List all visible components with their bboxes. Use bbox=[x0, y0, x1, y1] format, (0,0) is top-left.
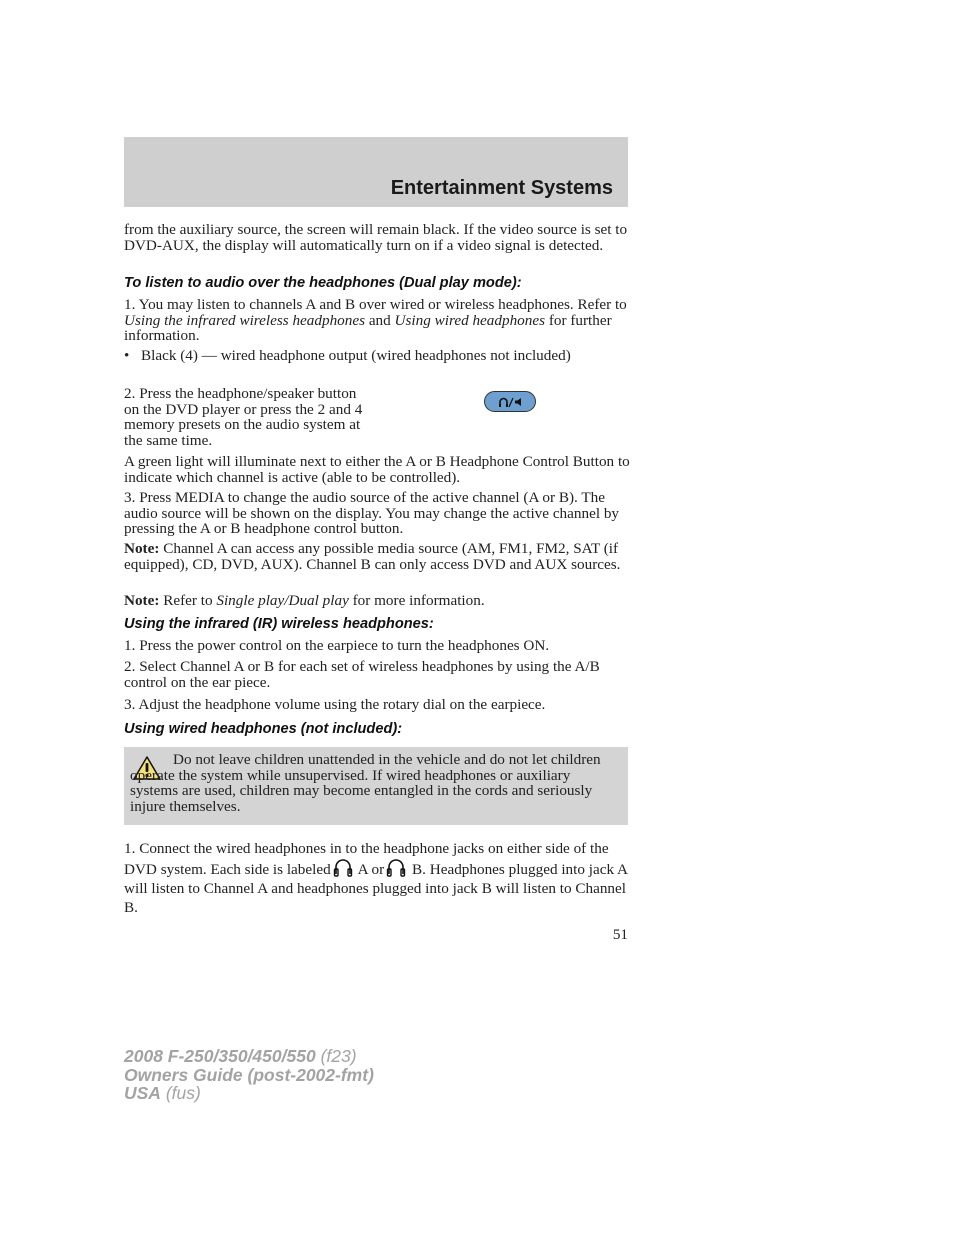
step-text: B. Headphones plugged into jack A will listen to Channel A and headphones plugged into jack B will listen to Channel B. bbox=[124, 861, 628, 916]
green-light-paragraph: A green light will illuminate next to either the A or B Headphone Control Button to indicate which channel is active (able to be controlled). bbox=[124, 453, 630, 486]
bullet-item: Black (4) — wired headphone output (wired headphones not included) bbox=[141, 347, 571, 364]
ir-step-1: 1. Press the power control on the earpiece to turn the headphones ON. bbox=[124, 637, 550, 654]
headphone-speaker-button-icon bbox=[484, 391, 536, 412]
note-text: Refer to bbox=[159, 592, 217, 609]
dual-play-step-2: 2. Press the headphone/speaker button on the DVD player or press the 2 and 4 memory presets on the audio system at the same time. bbox=[124, 385, 363, 449]
step-text: A or bbox=[354, 861, 385, 878]
footer-line-1 bbox=[124, 1047, 374, 1066]
section-header bbox=[124, 137, 628, 207]
dual-play-step-3: 3. Press MEDIA to change the audio source of the active channel (A or B). The audio source will be shown on the display. You may change the active channel by pressing the A or B headphone control button. bbox=[124, 489, 620, 538]
warning-box bbox=[124, 747, 628, 825]
dual-play-heading: To listen to audio over the headphones (Dual play mode): bbox=[124, 275, 522, 291]
note-text: for more information. bbox=[348, 592, 485, 609]
section-title: Entertainment Systems bbox=[390, 177, 613, 199]
reference-link: Using wired headphones bbox=[394, 311, 546, 329]
wired-step-1 bbox=[124, 839, 630, 917]
intro-paragraph: from the auxiliary source, the screen will remain black. If the video source is set to DVD-AUX, the display will automatically turn on if a video signal is detected. bbox=[124, 221, 628, 254]
ir-heading: Using the infrared (IR) wireless headphones: bbox=[124, 616, 434, 632]
note-label: Note: bbox=[124, 592, 160, 609]
footer-line-2: Owners Guide (post-2002-fmt) bbox=[124, 1064, 374, 1085]
note-single-dual bbox=[124, 593, 630, 609]
bullet-marker: • bbox=[124, 347, 130, 364]
note-text: Channel A can access any possible media source (AM, FM1, FM2, SAT (if equipped), CD, DVD, AUX). Channel B can only access DVD and AUX sources. bbox=[124, 540, 621, 573]
step-text: and bbox=[365, 311, 395, 329]
reference-link: Using the infrared wireless headphones bbox=[124, 311, 366, 329]
footer-line-3 bbox=[124, 1084, 374, 1103]
footer-model: 2008 F-250/350/450/550 bbox=[124, 1046, 316, 1066]
step-text: for further information. bbox=[124, 311, 612, 345]
headphone-icon bbox=[386, 858, 406, 877]
wired-heading: Using wired headphones (not included): bbox=[124, 721, 403, 737]
footer-region: USA bbox=[124, 1083, 161, 1103]
step-text: 1. Connect the wired headphones in to the headphone jacks on either side of the DVD system. Each side is labeled bbox=[124, 840, 609, 878]
footer-code: (f23) bbox=[315, 1046, 357, 1066]
document-footer bbox=[124, 1047, 374, 1103]
note-label: Note: bbox=[124, 540, 160, 557]
ir-step-2: 2. Select Channel A or B for each set of wireless headphones by using the A/B control on the ear piece. bbox=[124, 658, 600, 691]
dual-play-step-1 bbox=[124, 297, 630, 344]
warning-text: Do not leave children unattended in the vehicle and do not let children operate the system while unsupervised. If wired headphones or auxiliary systems are used, children may become entangled in the cords and seriously injure themselves. bbox=[130, 751, 601, 815]
ir-step-3: 3. Adjust the headphone volume using the rotary dial on the earpiece. bbox=[124, 696, 546, 713]
reference-link: Single play/Dual play bbox=[216, 592, 349, 609]
page-number: 51 bbox=[612, 926, 628, 943]
step-text: 1. You may listen to channels A and B over wired or wireless headphones. Refer to bbox=[124, 296, 627, 313]
headphone-icon bbox=[333, 858, 353, 877]
footer-region-code: (fus) bbox=[160, 1083, 201, 1103]
note-media-sources bbox=[124, 541, 630, 572]
